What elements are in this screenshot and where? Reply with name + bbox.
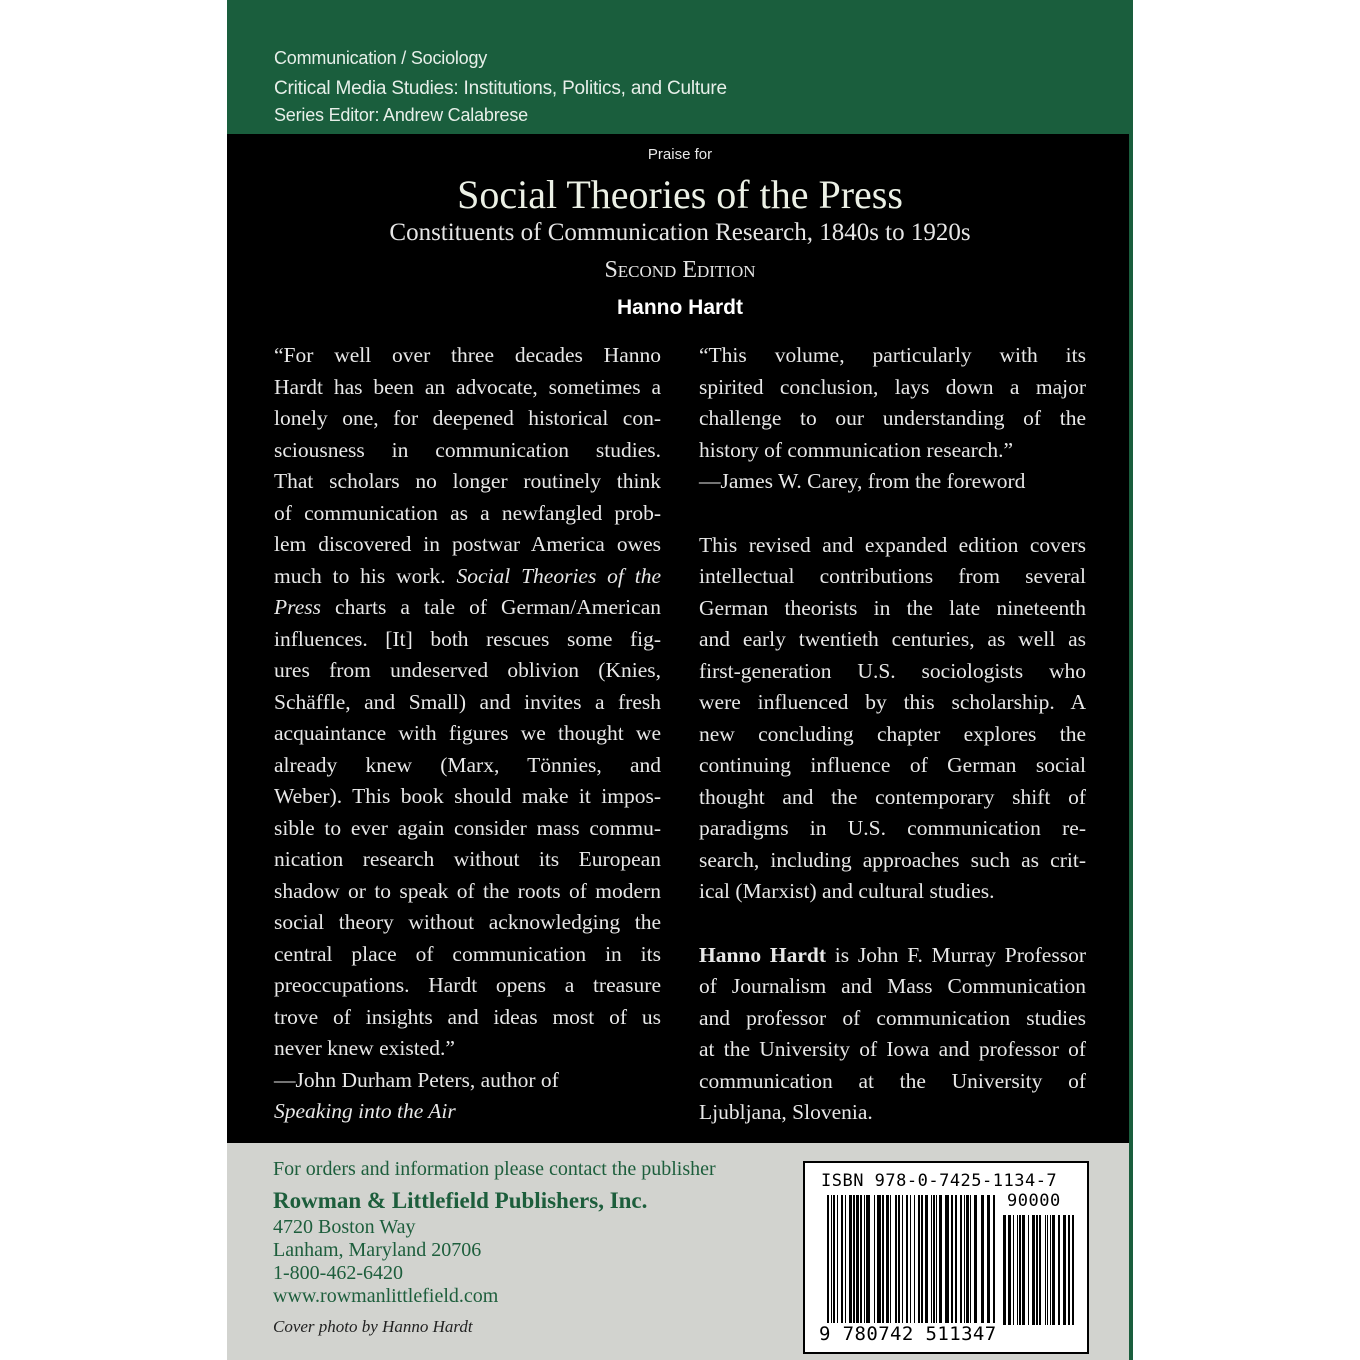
barcode-addon-text: 90000	[1007, 1191, 1061, 1211]
quote-line: lonely one, for deepened historical con-	[274, 406, 661, 430]
publisher-address-line1: 4720 Boston Way	[273, 1216, 416, 1238]
description-line: German theorists in the late nineteenth	[699, 595, 1086, 620]
quote-line: “This volume, particularly with its	[699, 343, 1086, 367]
quote-line: influences. [It] both rescues some fig-	[274, 626, 661, 651]
header-band	[227, 0, 1133, 134]
edition-label: Second Edition	[604, 257, 756, 283]
spacer	[699, 908, 1086, 940]
description-line: This revised and expanded edition covers	[699, 532, 1086, 557]
quote-line: challenge to our understanding of the	[699, 406, 1086, 430]
publisher-band	[227, 1143, 1129, 1360]
attribution-work-title: Speaking into the Air	[274, 1099, 456, 1123]
cover-photo-credit: Cover photo by Hanno Hardt	[273, 1317, 473, 1336]
back-cover	[227, 0, 1133, 1360]
bio-line: Ljubljana, Slovenia.	[699, 1100, 873, 1124]
description-line: thought and the contemporary shift of	[699, 784, 1086, 809]
quote-text: much to his work.	[274, 563, 446, 588]
quote-line: acquaintance with figures we thought we	[274, 721, 661, 745]
publisher-name: Rowman & Littlefield Publishers, Inc.	[273, 1188, 648, 1213]
book-title-italic: Social Theories of the	[456, 563, 661, 588]
series-editor: Series Editor: Andrew Calabrese	[274, 105, 528, 125]
quote-line: nication research without its European	[274, 847, 661, 871]
description-line: intellectual contributions from several	[699, 564, 1086, 588]
isbn-text: ISBN 978-0-7425-1134-7	[821, 1171, 1058, 1191]
bio-line: communication at the University of	[699, 1068, 1086, 1093]
description-line: search, including approaches such as crit-	[699, 847, 1086, 872]
quote-attribution: —John Durham Peters, author of	[274, 1067, 559, 1092]
barcode-digits: 9 780742 511347	[819, 1323, 997, 1345]
book-title-italic: Press	[274, 595, 321, 619]
quote-line: sciousness in communication studies.	[274, 437, 661, 462]
quote-line	[274, 561, 661, 593]
barcode-bars-icon	[827, 1195, 995, 1323]
description-line: first-generation U.S. sociologists who	[699, 658, 1086, 683]
left-quote	[274, 340, 661, 1128]
quote-attribution: —James W. Carey, from the foreword	[699, 469, 1026, 493]
praise-label: Praise for	[647, 146, 713, 163]
quote-line: Hardt has been an advocate, sometimes a	[274, 374, 661, 399]
book-title: Social Theories of the Press	[457, 172, 903, 217]
quote-line: central place of communication in its	[274, 941, 661, 966]
bio-line: and professor of communication studies	[699, 1005, 1086, 1030]
description-line: continuing influence of German social	[699, 753, 1086, 777]
barcode-addon-bars-icon	[1003, 1215, 1077, 1325]
quote-line: history of communication research.”	[699, 437, 1014, 462]
quote-line: social theory without acknowledging the	[274, 910, 661, 934]
description-line: paradigms in U.S. communication re-	[699, 816, 1086, 840]
quote-line: Weber). This book should make it impos-	[274, 784, 661, 808]
quote-text: charts a tale of German/American	[335, 595, 661, 619]
quote-line: ures from undeserved oblivion (Knies,	[274, 658, 661, 682]
publisher-address-line2: Lanham, Maryland 20706	[273, 1239, 482, 1261]
quote-line: “For well over three decades Hanno	[274, 343, 661, 367]
description-line: were influenced by this scholarship. A	[699, 690, 1086, 714]
isbn-barcode	[803, 1161, 1089, 1354]
bio-name: Hanno Hardt	[699, 942, 827, 967]
quote-line	[274, 592, 661, 624]
right-column	[699, 340, 1086, 1129]
author-name: Hanno Hardt	[617, 296, 743, 319]
bio-text: is John F. Murray Professor	[834, 942, 1086, 967]
category-label: Communication / Sociology	[274, 48, 488, 68]
bio-line	[699, 940, 1086, 972]
publisher-website[interactable]: www.rowmanlittlefield.com	[273, 1285, 499, 1307]
quote-line: Schäffle, and Small) and invites a fresh	[274, 689, 661, 714]
spacer	[699, 498, 1086, 530]
quote-line: sible to ever again consider mass commu-	[274, 815, 661, 840]
bio-line: at the University of Iowa and professor of	[699, 1037, 1086, 1061]
quote-line: preoccupations. Hardt opens a treasure	[274, 973, 661, 997]
quote-line: That scholars no longer routinely think	[274, 469, 661, 493]
quote-line: shadow or to speak of the roots of modern	[274, 878, 661, 903]
bio-line: of Journalism and Mass Communication	[699, 974, 1086, 998]
description-line: new concluding chapter explores the	[699, 721, 1086, 746]
description-line: and early twentieth centuries, as well as	[699, 627, 1086, 651]
book-subtitle: Constituents of Communication Research, 1840s to 1920s	[389, 219, 971, 246]
series-title: Critical Media Studies: Institutions, Politics, and Culture	[274, 78, 727, 99]
publisher-phone: 1-800-462-6420	[273, 1262, 403, 1284]
quote-line: already knew (Marx, Tönnies, and	[274, 752, 661, 777]
quote-attribution-work	[274, 1096, 661, 1128]
quote-line: of communication as a newfangled prob-	[274, 500, 661, 525]
description-line: ical (Marxist) and cultural studies.	[699, 879, 995, 903]
quote-line: lem discovered in postwar America owes	[274, 532, 661, 556]
publisher-contact: For orders and information please contact the publisher	[273, 1158, 716, 1180]
quote-line: spirited conclusion, lays down a major	[699, 374, 1086, 399]
quote-line: trove of insights and ideas most of us	[274, 1004, 661, 1029]
quote-line: never knew existed.”	[274, 1036, 455, 1060]
